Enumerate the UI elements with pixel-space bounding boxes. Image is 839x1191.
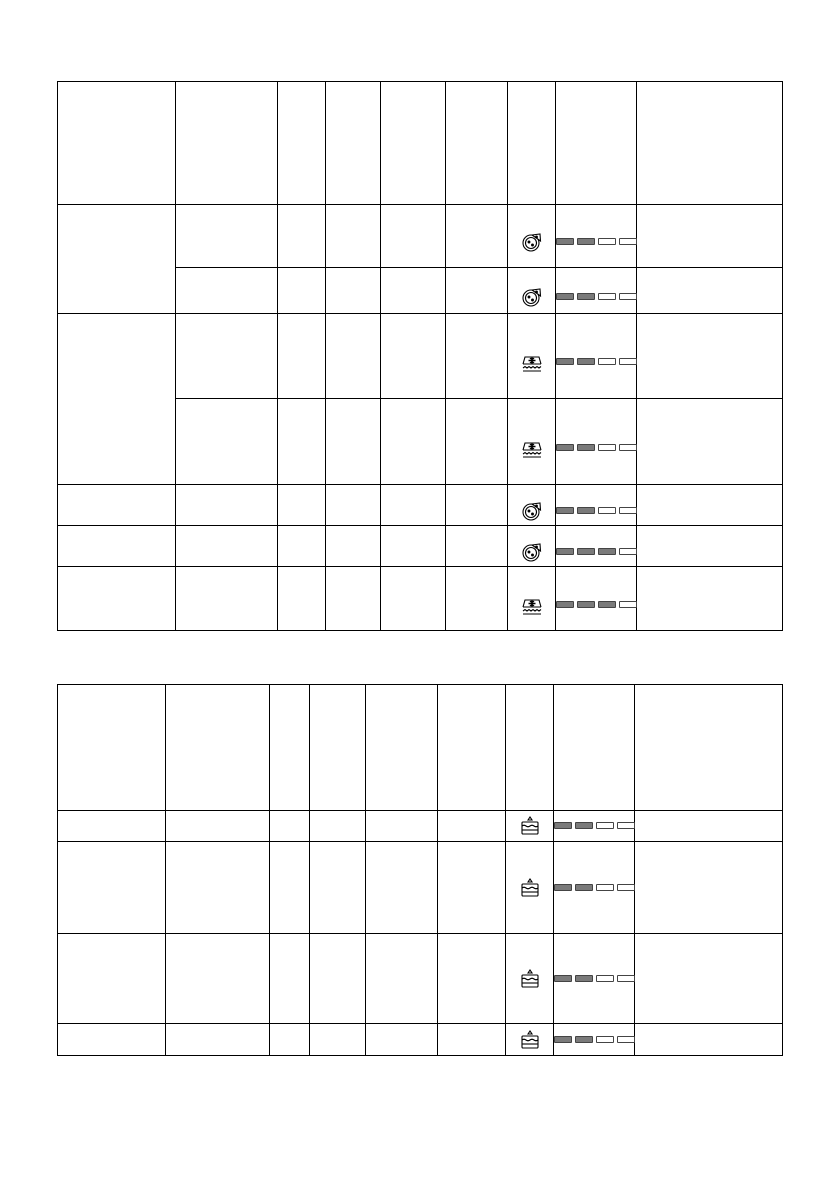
table-cell (58, 934, 166, 1024)
level-cell (554, 934, 635, 1024)
table-cell (270, 842, 310, 934)
level-segment-empty (598, 358, 616, 365)
level-segment-empty (619, 444, 637, 451)
level-segment-filled (556, 444, 574, 451)
pizza-icon (521, 500, 543, 522)
header-cell (446, 82, 508, 205)
table-cell (270, 811, 310, 842)
function-cell (508, 314, 556, 399)
table-cell (446, 485, 508, 526)
table-cell (438, 842, 506, 934)
level-indicator (554, 822, 635, 829)
table-cell (58, 567, 176, 631)
table-cell (446, 567, 508, 631)
level-segment-empty (596, 1036, 614, 1043)
table-cell (310, 934, 366, 1024)
table-cell (446, 205, 508, 268)
level-segment-filled (575, 884, 593, 891)
table-cell (326, 268, 381, 314)
header-cell (554, 685, 635, 811)
table-cell (381, 399, 446, 485)
table-cell (310, 811, 366, 842)
table-cell (310, 842, 366, 934)
bottom-heat-fan-icon (521, 594, 543, 616)
pizza-icon (521, 231, 543, 253)
table-header-row (58, 685, 783, 811)
level-cell (556, 526, 637, 567)
function-cell (508, 526, 556, 567)
table-cell (635, 1024, 783, 1056)
level-segment-empty (596, 975, 614, 982)
header-cell (366, 685, 438, 811)
level-segment-filled (556, 601, 574, 608)
table-cell (637, 399, 783, 485)
table-cell (176, 314, 278, 399)
header-cell (270, 685, 310, 811)
table-cell (58, 526, 176, 567)
header-cell (278, 82, 326, 205)
table-cell (366, 811, 438, 842)
level-segment-filled (577, 507, 595, 514)
level-indicator (556, 601, 637, 608)
table-cell (381, 205, 446, 268)
header-cell (58, 82, 176, 205)
level-segment-empty (598, 444, 616, 451)
function-cell (506, 811, 554, 842)
table-cell (637, 268, 783, 314)
table-cell (381, 567, 446, 631)
table-cell (176, 205, 278, 268)
table-cell (166, 842, 270, 934)
function-cell (506, 1024, 554, 1056)
table-cell (176, 399, 278, 485)
table-cell (310, 1024, 366, 1056)
level-segment-filled (575, 822, 593, 829)
table-cell (637, 485, 783, 526)
table-row (58, 934, 783, 1024)
level-segment-empty (596, 822, 614, 829)
level-indicator (556, 358, 637, 365)
table-cell (58, 842, 166, 934)
level-segment-filled (556, 293, 574, 300)
table-cell (381, 268, 446, 314)
bottom-heat-fan-icon (521, 437, 543, 459)
level-segment-filled (554, 975, 572, 982)
level-segment-filled (556, 507, 574, 514)
table-cell (637, 526, 783, 567)
level-segment-filled (575, 975, 593, 982)
table-cell (438, 1024, 506, 1056)
cake-icon (519, 877, 541, 899)
header-cell (637, 82, 783, 205)
function-cell (506, 934, 554, 1024)
level-segment-filled (577, 358, 595, 365)
header-cell (326, 82, 381, 205)
group-cell (58, 205, 176, 314)
table-cell (637, 205, 783, 268)
header-cell (166, 685, 270, 811)
table-cell (438, 811, 506, 842)
level-indicator (556, 507, 637, 514)
level-indicator (554, 884, 635, 891)
header-cell (635, 685, 783, 811)
level-indicator (556, 444, 637, 451)
level-segment-filled (554, 1036, 572, 1043)
table-cell (58, 1024, 166, 1056)
level-segment-filled (577, 238, 595, 245)
level-segment-filled (556, 238, 574, 245)
table-cell (166, 1024, 270, 1056)
pizza-icon (521, 286, 543, 308)
cake-icon (519, 1029, 541, 1051)
table-cell (58, 811, 166, 842)
table-cell (446, 526, 508, 567)
level-segment-filled (577, 548, 595, 555)
level-indicator (556, 293, 637, 300)
table-cell (381, 314, 446, 399)
table-cell (176, 567, 278, 631)
level-segment-filled (554, 884, 572, 891)
cooking-table-2 (57, 684, 783, 1056)
level-segment-empty (617, 1036, 635, 1043)
function-cell (508, 399, 556, 485)
level-segment-filled (598, 601, 616, 608)
table-cell (278, 567, 326, 631)
table-cell (446, 399, 508, 485)
table-cell (278, 268, 326, 314)
level-segment-empty (619, 358, 637, 365)
table-cell (326, 526, 381, 567)
table-cell (176, 526, 278, 567)
level-segment-empty (598, 293, 616, 300)
table-row (58, 314, 783, 399)
table-cell (166, 934, 270, 1024)
level-segment-filled (556, 358, 574, 365)
table-cell (637, 567, 783, 631)
table-row (58, 205, 783, 268)
level-segment-empty (617, 975, 635, 982)
header-cell (176, 82, 278, 205)
table-cell (278, 485, 326, 526)
table-header-row (58, 82, 783, 205)
table-cell (176, 485, 278, 526)
level-indicator (554, 1036, 635, 1043)
header-cell (58, 685, 166, 811)
table-cell (166, 811, 270, 842)
table-cell (270, 1024, 310, 1056)
table-row (58, 526, 783, 567)
level-segment-filled (577, 444, 595, 451)
level-cell (556, 567, 637, 631)
cake-icon (519, 968, 541, 990)
table-row (58, 842, 783, 934)
level-segment-empty (596, 884, 614, 891)
table-row (58, 567, 783, 631)
table-cell (637, 314, 783, 399)
header-cell (310, 685, 366, 811)
level-cell (554, 842, 635, 934)
header-cell (556, 82, 637, 205)
table-cell (635, 842, 783, 934)
level-segment-empty (619, 293, 637, 300)
function-cell (506, 842, 554, 934)
table-cell (381, 485, 446, 526)
level-segment-empty (619, 238, 637, 245)
table-cell (326, 485, 381, 526)
table-cell (326, 205, 381, 268)
table-cell (438, 934, 506, 1024)
header-cell (508, 82, 556, 205)
level-segment-empty (619, 507, 637, 514)
level-indicator (556, 238, 637, 245)
header-cell (381, 82, 446, 205)
header-cell (438, 685, 506, 811)
cake-icon (519, 815, 541, 837)
table-cell (270, 934, 310, 1024)
level-segment-filled (554, 822, 572, 829)
table-cell (366, 842, 438, 934)
bottom-heat-fan-icon (521, 351, 543, 373)
header-cell (506, 685, 554, 811)
table-cell (381, 526, 446, 567)
level-cell (554, 1024, 635, 1056)
level-segment-empty (617, 884, 635, 891)
table-cell (326, 567, 381, 631)
group-cell (58, 314, 176, 485)
table-cell (278, 526, 326, 567)
level-cell (556, 485, 637, 526)
table-cell (278, 399, 326, 485)
function-cell (508, 567, 556, 631)
table-cell (446, 314, 508, 399)
table-cell (278, 314, 326, 399)
level-segment-filled (577, 293, 595, 300)
table-cell (635, 811, 783, 842)
level-cell (556, 399, 637, 485)
level-segment-empty (617, 822, 635, 829)
level-segment-filled (575, 1036, 593, 1043)
level-segment-empty (619, 601, 637, 608)
level-segment-filled (598, 548, 616, 555)
table-cell (326, 399, 381, 485)
level-indicator (556, 548, 637, 555)
cooking-table-1 (57, 81, 783, 631)
level-indicator (554, 975, 635, 982)
level-segment-filled (556, 548, 574, 555)
table-cell (278, 205, 326, 268)
pizza-icon (521, 541, 543, 563)
function-cell (508, 205, 556, 268)
level-segment-empty (619, 548, 637, 555)
function-cell (508, 268, 556, 314)
level-segment-empty (598, 238, 616, 245)
table-cell (635, 934, 783, 1024)
level-cell (556, 268, 637, 314)
function-cell (508, 485, 556, 526)
table-cell (366, 1024, 438, 1056)
table-cell (446, 268, 508, 314)
table-cell (326, 314, 381, 399)
level-cell (556, 314, 637, 399)
table-row (58, 811, 783, 842)
level-cell (554, 811, 635, 842)
table-cell (176, 268, 278, 314)
table-cell (366, 934, 438, 1024)
table-row (58, 485, 783, 526)
level-cell (556, 205, 637, 268)
table-cell (58, 485, 176, 526)
level-segment-filled (577, 601, 595, 608)
table-row (58, 1024, 783, 1056)
level-segment-empty (598, 507, 616, 514)
